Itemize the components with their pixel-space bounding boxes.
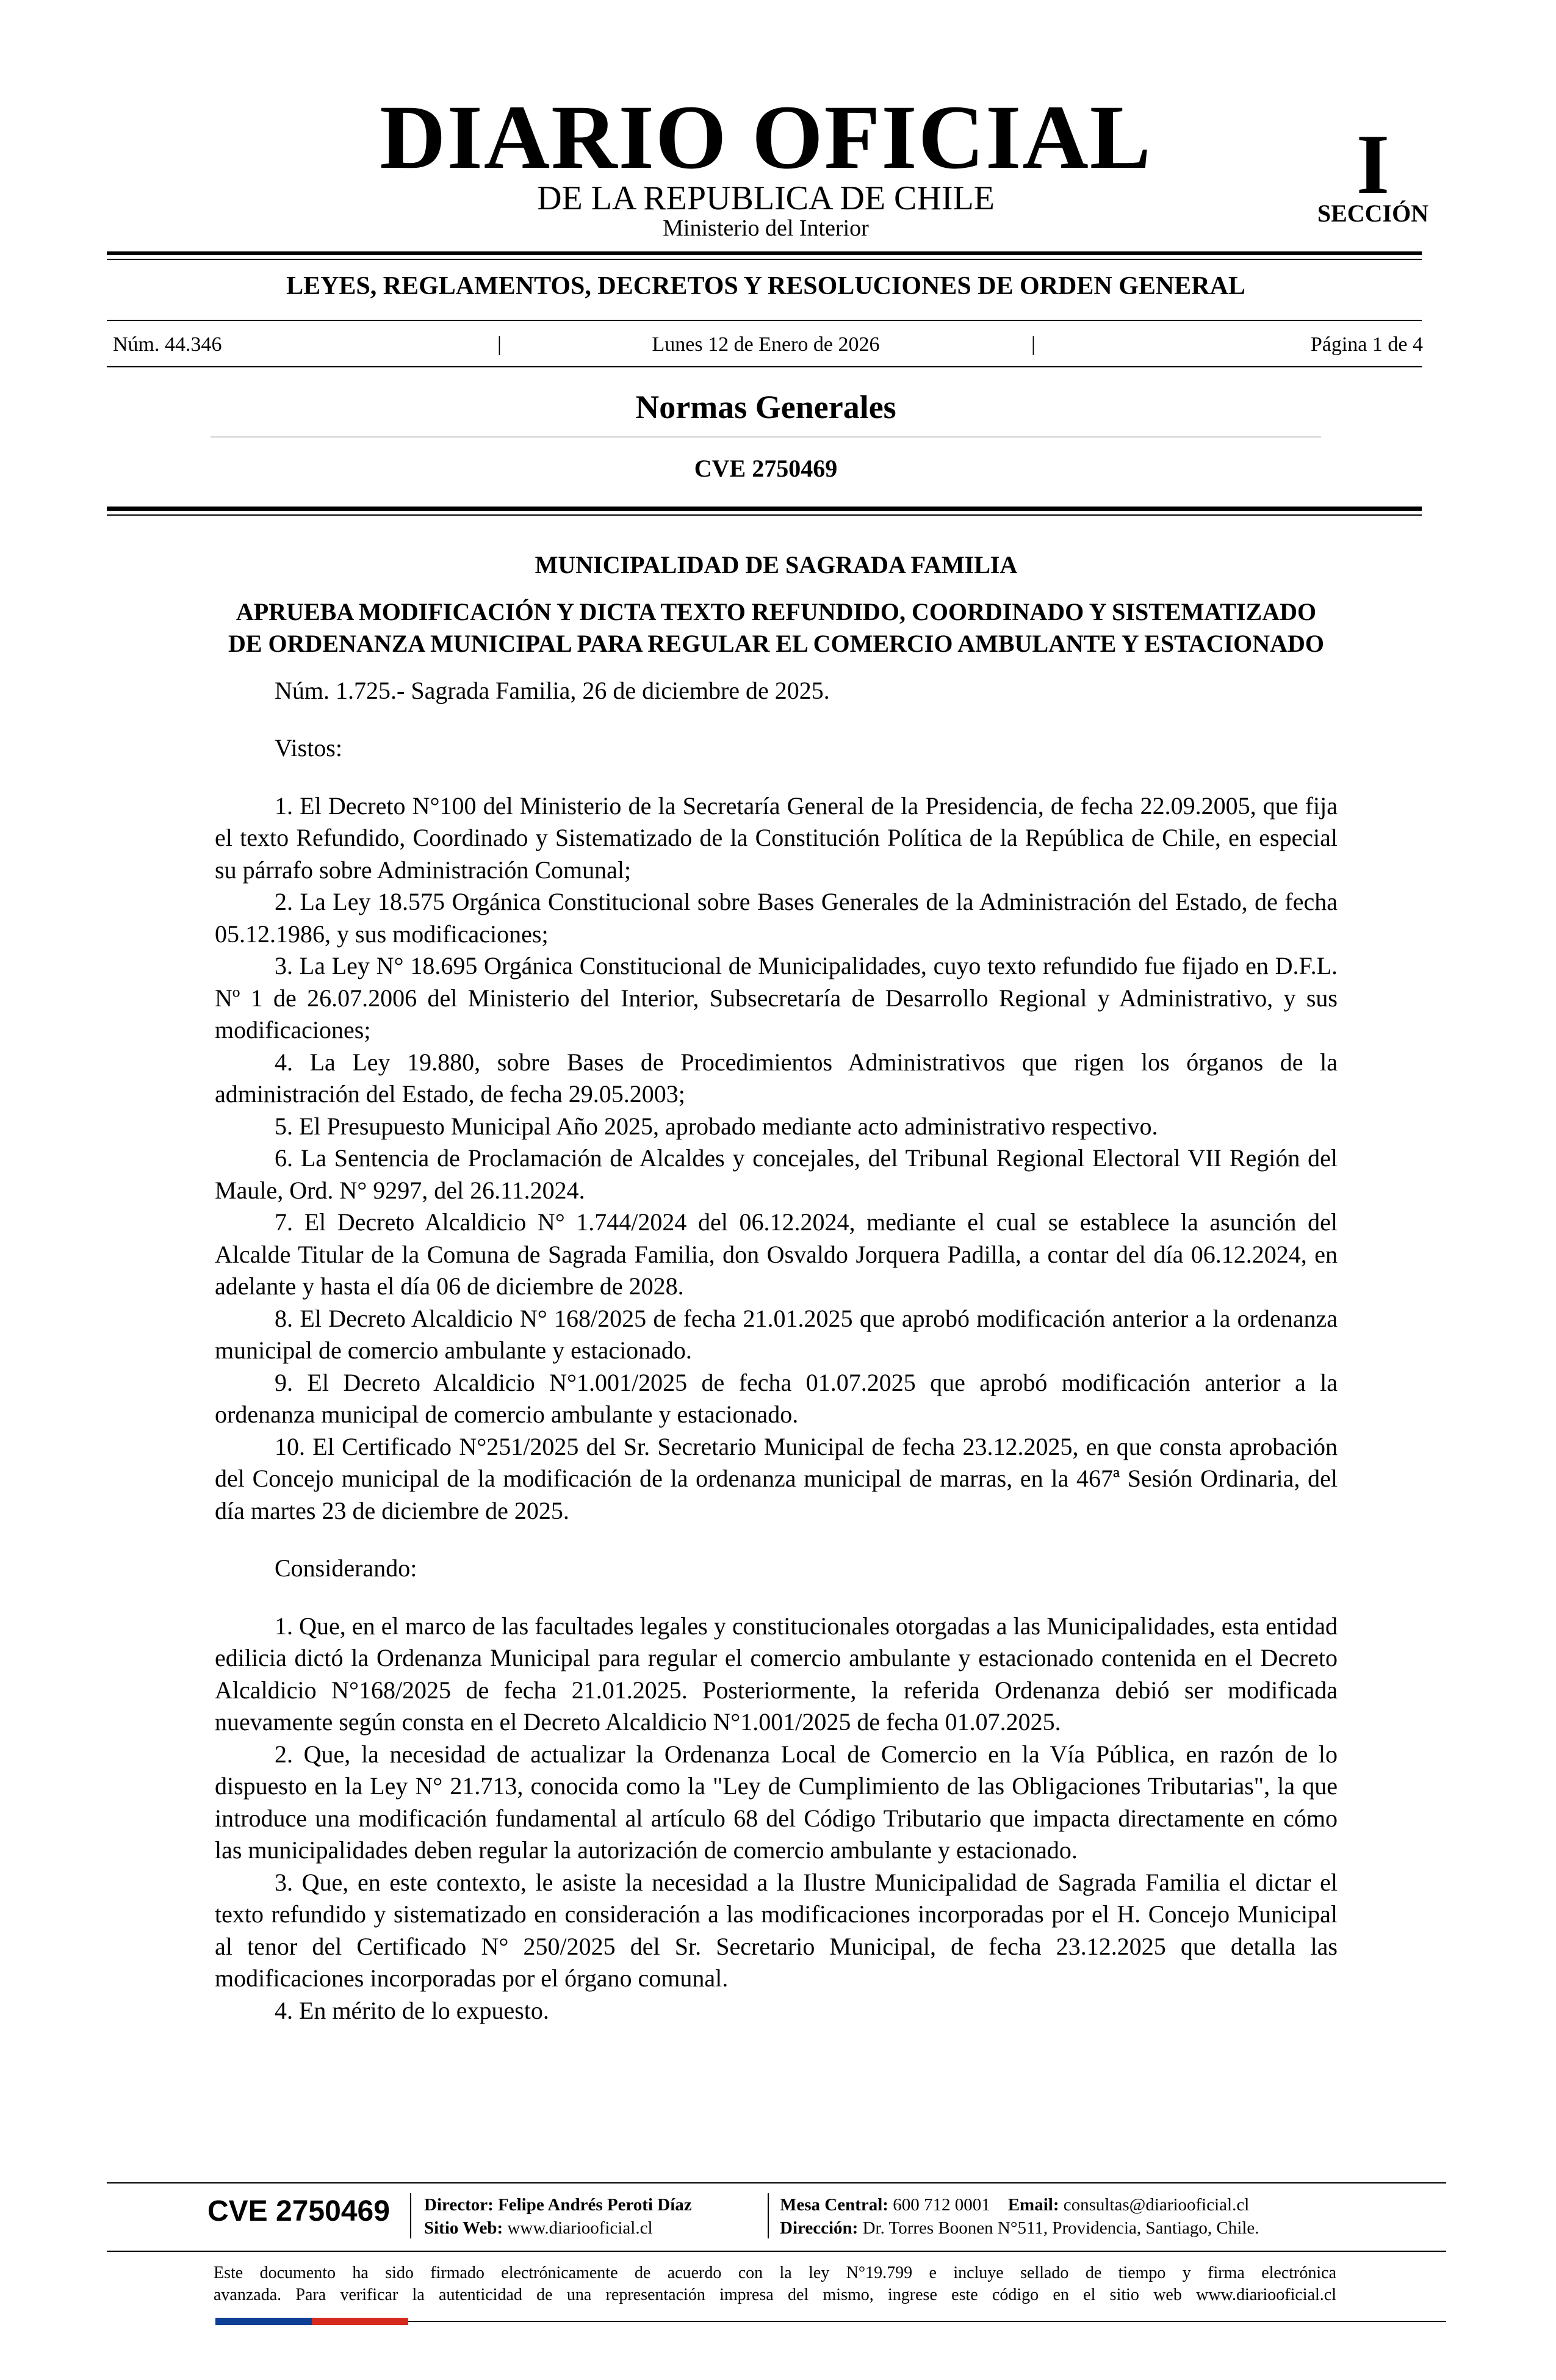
masthead-rule-thin <box>107 259 1422 260</box>
flag-blue-stripe <box>215 2318 312 2325</box>
list-item: 2. Que, la necesidad de actualizar la Ordenanza Local de Comercio en la Vía Pública, en razón de lo dispuesto en la Ley N° 21.713, conocida como la "Ley de Cumplimiento de las Obligaciones Tributarias", la que introduce una modificación fundamental al artículo 68 del Código Tributario que impacta directamente en cómo las municipalidades deben regular la autorización de comercio ambulante y estacionado. <box>215 1740 1338 1864</box>
footer-cve: CVE 2750469 <box>207 2195 390 2227</box>
masthead-rule <box>107 251 1422 255</box>
footer-director-block <box>424 2193 692 2240</box>
list-item: 9. El Decreto Alcaldicio N°1.001/2025 de fecha 01.07.2025 que aprobó modificación anterior a la ordenanza municipal de comercio ambulante y estacionado. <box>215 1368 1338 1428</box>
site-label: Sitio Web: <box>424 2218 503 2238</box>
footer-note-line-1: Este documento ha sido firmado electrónicamente de acuerdo con la ley N°19.799 e incluye sellado de tiempo y firma electrónica <box>214 2263 1336 2282</box>
footer-rule <box>107 2251 1446 2252</box>
masthead-ministry: Ministerio del Interior <box>663 215 869 241</box>
header-bottom-rule <box>107 507 1422 511</box>
masthead-subtitle: DE LA REPUBLICA DE CHILE <box>537 179 995 217</box>
site-link[interactable]: www.diariooficial.cl <box>507 2218 653 2238</box>
email-link[interactable]: consultas@diariooficial.cl <box>1063 2195 1250 2215</box>
footer-divider <box>410 2193 411 2238</box>
vistos-list <box>215 790 1338 1527</box>
footer-divider <box>768 2193 769 2238</box>
address-label: Dirección: <box>780 2218 859 2238</box>
document-title: APRUEBA MODIFICACIÓN Y DICTA TEXTO REFUNDIDO, COORDINADO Y SISTEMATIZADO DE ORDENANZA MUNICIPAL PARA REGULAR EL COMERCIO AMBULANTE Y ESTACIONADO <box>228 597 1325 657</box>
director-name: Felipe Andrés Peroti Díaz <box>498 2195 692 2215</box>
list-item: 10. El Certificado N°251/2025 del Sr. Secretario Municipal de fecha 23.12.2025, en que consta aprobación del Concejo municipal de la modificación de la ordenanza municipal de marras, en la 467ª Sesión Ordinaria, del día martes 23 de diciembre de 2025. <box>215 1432 1338 1524</box>
email-label: Email: <box>1007 2195 1059 2215</box>
list-item: 4. La Ley 19.880, sobre Bases de Procedimientos Administrativos que rigen los órganos de la administración del Estado, de fecha 29.05.2003; <box>215 1048 1338 1108</box>
flag-red-stripe <box>312 2318 408 2325</box>
list-item: 1. Que, en el marco de las facultades legales y constitucionales otorgadas a las Municipalidades, esta entidad edilicia dictó la Ordenanza Municipal para regular el comercio ambulante y estacionado contenida en el Decreto Alcaldicio N°168/2025 de fecha 21.01.2025. Posteriormente, la referida Ordenanza debió ser modificada nuevamente según consta en el Decreto Alcaldicio N°1.001/2025 de fecha 01.07.2025. <box>215 1612 1338 1736</box>
footer-note-line-2: avanzada. Para verificar la autenticidad de una representación impresa del mismo, ingrese este código en el sitio web www.diariooficial.cl <box>214 2285 1336 2304</box>
list-item: 3. Que, en este contexto, le asiste la necesidad a la Ilustre Municipalidad de Sagrada Familia el dictar el texto refundido y sistematizado en consideración a las modificaciones incorporadas por el H. Concejo Municipal al tenor del Certificado N° 250/2025 del Sr. Secretario Municipal, de fecha 23.12.2025 que detalla las modificaciones incorporadas por el órgano comunal. <box>215 1868 1338 1992</box>
footer-bottom-rule <box>408 2321 1446 2322</box>
list-item: 1. El Decreto N°100 del Ministerio de la Secretaría General de la Presidencia, de fecha 22.09.2005, que fija el texto Refundido, Coordinado y Sistematizado de la Constitución Política de la República de Chile, en especial su párrafo sobre Administración Comunal; <box>215 792 1338 884</box>
header-bottom-rule-thin <box>107 514 1422 516</box>
considerando-list <box>215 1610 1338 2027</box>
list-item: 6. La Sentencia de Proclamación de Alcaldes y concejales, del Tribunal Regional Electoral VII Región del Maule, Ord. N° 9297, del 26.11.2024. <box>215 1144 1338 1204</box>
address-value: Dr. Torres Boonen N°511, Providencia, Santiago, Chile. <box>862 2218 1259 2238</box>
masthead-title: DIARIO OFICIAL <box>380 87 1152 188</box>
issue-page: Página 1 de 4 <box>1310 333 1423 356</box>
section-title: Normas Generales <box>635 389 896 425</box>
list-item: 3. La Ley N° 18.695 Orgánica Constitucional de Municipalidades, cuyo texto refundido fue fijado en D.F.L. Nº 1 de 26.07.2006 del Ministerio del Interior, Subsecretaría de Desarrollo Regional y Administrativo, y sus modificaciones; <box>215 952 1338 1044</box>
issue-date: Lunes 12 de Enero de 2026 <box>652 333 880 356</box>
list-item: 7. El Decreto Alcaldicio N° 1.744/2024 del 06.12.2024, mediante el cual se establece la asunción del Alcalde Titular de la Comuna de Sagrada Familia, don Osvaldo Jorquera Padilla, a contar del día 06.12.2024, en adelante y hasta el día 06 de diciembre de 2028. <box>215 1208 1338 1300</box>
category-heading: LEYES, REGLAMENTOS, DECRETOS Y RESOLUCIONES DE ORDEN GENERAL <box>286 272 1245 300</box>
issue-number: Núm. 44.346 <box>113 333 222 356</box>
section-label: SECCIÓN <box>1317 200 1429 227</box>
footer-rule <box>107 2182 1446 2183</box>
list-item: 8. El Decreto Alcaldicio N° 168/2025 de fecha 21.01.2025 que aprobó modificación anterior a la ordenanza municipal de comercio ambulante y estacionado. <box>215 1304 1338 1364</box>
vistos-heading: Vistos: <box>275 734 342 762</box>
document-body <box>215 549 1338 2027</box>
document-issuer: MUNICIPALIDAD DE SAGRADA FAMILIA <box>535 551 1018 579</box>
section-rule <box>211 436 1321 438</box>
footer-contact-block <box>780 2193 1259 2240</box>
list-item: 5. El Presupuesto Municipal Año 2025, aprobado mediante acto administrativo respectivo. <box>275 1112 1158 1140</box>
list-item: 2. La Ley 18.575 Orgánica Constitucional sobre Bases Generales de la Administración del Estado, de fecha 05.12.1986, y sus modificaciones; <box>215 888 1338 948</box>
issue-separator: | <box>1031 333 1036 356</box>
category-rule <box>107 320 1422 321</box>
issue-rule <box>107 366 1422 367</box>
phone-value: 600 712 0001 <box>893 2195 990 2215</box>
considerando-heading: Considerando: <box>275 1554 417 1582</box>
issue-separator: | <box>497 333 502 356</box>
decree-line: Núm. 1.725.- Sagrada Familia, 26 de diciembre de 2025. <box>275 676 830 704</box>
director-label: Director: <box>424 2195 494 2215</box>
phone-label: Mesa Central: <box>780 2195 888 2215</box>
section-cve: CVE 2750469 <box>694 455 838 482</box>
section-number: I <box>1356 117 1390 212</box>
list-item: 4. En mérito de lo expuesto. <box>275 1996 549 2024</box>
